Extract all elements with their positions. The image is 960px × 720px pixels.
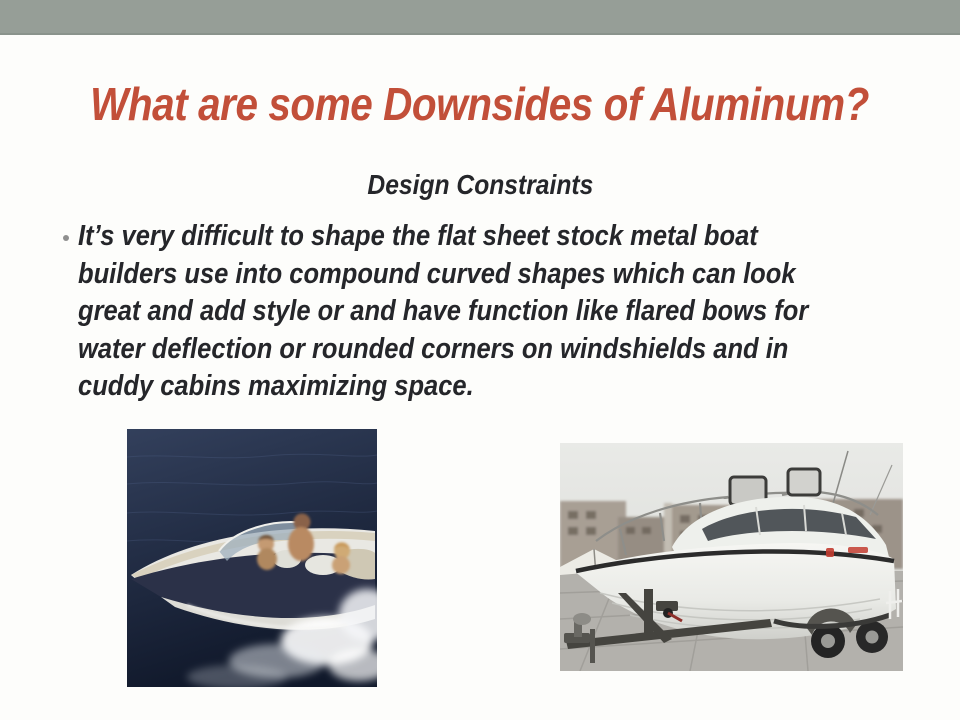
bullet-text-line: great and add style or and have function like flared bows for (78, 295, 809, 327)
bullet-paragraph (78, 218, 938, 406)
slide-subtitle (0, 168, 960, 202)
top-banner (0, 0, 960, 35)
bullet-text-line: cuddy cabins maximizing space. (78, 370, 474, 402)
slide-title-text: What are some Downsides of Aluminum? (90, 78, 870, 130)
bullet-text-line: builders use into compound curved shapes which can look (78, 257, 796, 290)
slide-title (0, 76, 960, 132)
trailer-boat-photo (560, 443, 903, 671)
bullet-marker (63, 235, 69, 241)
speedboat-photo (127, 429, 377, 687)
bullet-text-line: water deflection or rounded corners on windshields and in (78, 332, 789, 365)
slide-subtitle-text: Design Constraints (367, 169, 593, 200)
bullet-text-line: It’s very difficult to shape the flat sheet stock metal boat (78, 220, 758, 252)
